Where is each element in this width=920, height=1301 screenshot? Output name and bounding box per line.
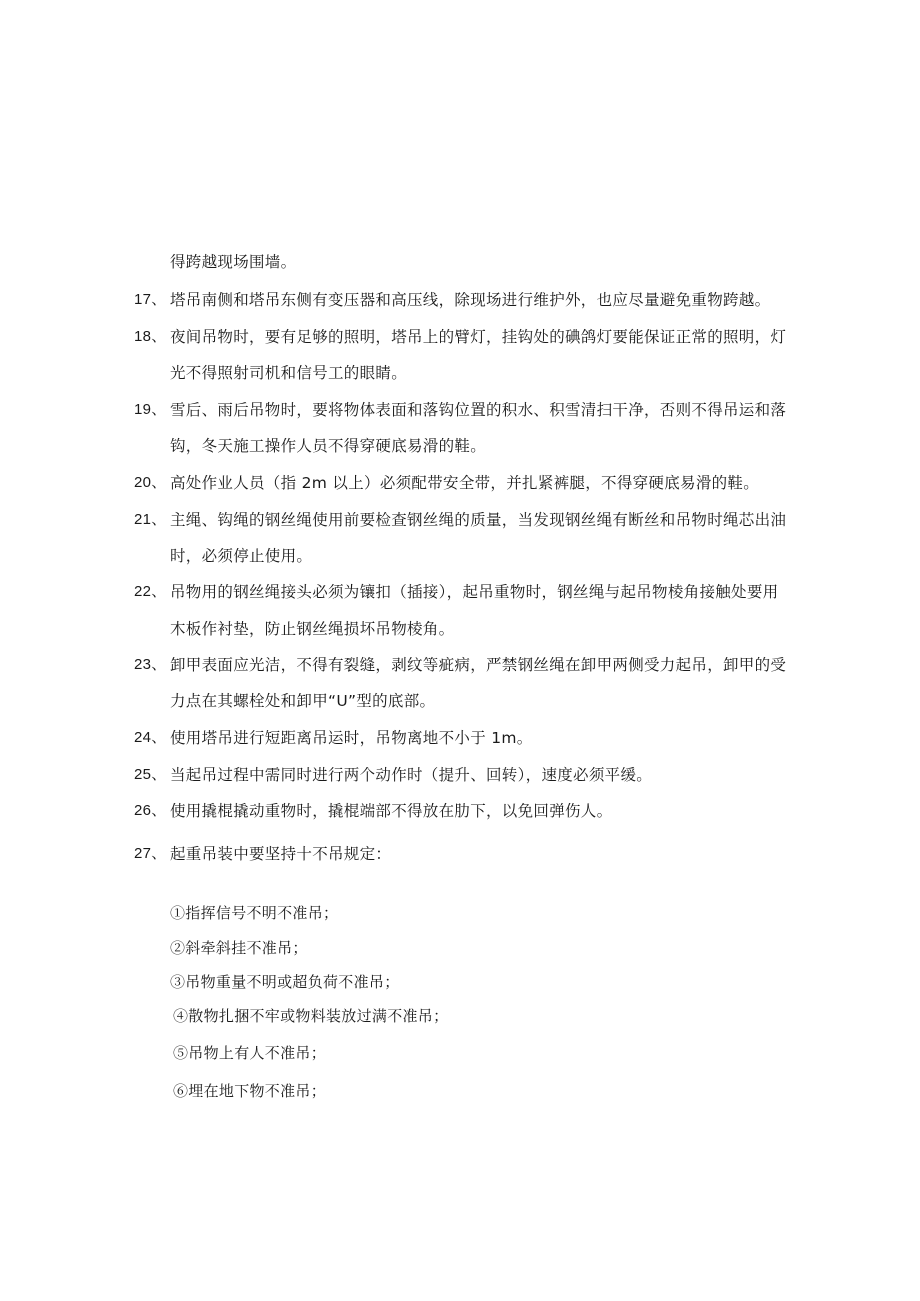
item-text: 塔吊南侧和塔吊东侧有变压器和高压线，除现场进行维护外，也应尽量避免重物跨越。 xyxy=(170,291,771,309)
item-text: 当起吊过程中需同时进行两个动作时（提升、回转），速度必须平缓。 xyxy=(170,766,653,784)
item-text: 起重吊装中要坚持十不吊规定： xyxy=(170,845,392,863)
rule-item: ⑤吊物上有人不准吊； xyxy=(173,1044,327,1062)
continued-line: 得跨越现场围墙。 xyxy=(170,253,297,271)
item-number: 25、 xyxy=(134,766,167,783)
rule-item: ②斜牵斜挂不准吊； xyxy=(170,939,308,957)
item-text: 夜间吊物时，要有足够的照明，塔吊上的臂灯，挂钩处的碘鸽灯要能保证正常的照明，灯 xyxy=(170,328,787,346)
item-text: 高处作业人员（指 2m 以上）必须配带安全带，并扎紧裤腿，不得穿硬底易滑的鞋。 xyxy=(170,474,760,492)
item-number: 24、 xyxy=(134,729,167,746)
item-text: 力点在其螺栓处和卸甲“U”型的底部。 xyxy=(170,692,436,710)
item-text: 光不得照射司机和信号工的眼睛。 xyxy=(170,364,408,382)
item-text: 主绳、钩绳的钢丝绳使用前要检查钢丝绳的质量，当发现钢丝绳有断丝和吊物时绳芯出油 xyxy=(170,511,787,529)
rule-item: ④散物扎捆不牢或物料装放过满不准吊； xyxy=(173,1007,449,1025)
item-number: 18、 xyxy=(134,328,167,345)
item-number: 22、 xyxy=(134,583,167,600)
item-number: 26、 xyxy=(134,802,167,819)
item-text: 吊物用的钢丝绳接头必须为镶扣（插接），起吊重物时，钢丝绳与起吊物棱角接触处要用 xyxy=(170,583,779,601)
item-text: 雪后、雨后吊物时，要将物体表面和落钩位置的积水、积雪清扫干净，否则不得吊运和落 xyxy=(170,401,787,419)
item-text: 钩，冬天施工操作人员不得穿硬底易滑的鞋。 xyxy=(170,437,487,455)
item-text: 使用塔吊进行短距离吊运时，吊物离地不小于 1m。 xyxy=(170,729,533,747)
item-text: 木板作衬垫，防止钢丝绳损坏吊物棱角。 xyxy=(170,620,455,638)
item-number: 20、 xyxy=(134,474,167,491)
item-text: 时，必须停止使用。 xyxy=(170,547,313,565)
item-number: 23、 xyxy=(134,656,167,673)
rule-item: ⑥埋在地下物不准吊； xyxy=(173,1082,327,1100)
item-number: 17、 xyxy=(134,291,167,308)
item-text: 卸甲表面应光洁，不得有裂缝，剥纹等疵病，严禁钢丝绳在卸甲两侧受力起吊，卸甲的受 xyxy=(170,656,787,674)
item-number: 21、 xyxy=(134,511,167,528)
rule-item: ①指挥信号不明不准吊； xyxy=(170,904,339,922)
item-number: 19、 xyxy=(134,401,167,418)
rule-item: ③吊物重量不明或超负荷不准吊； xyxy=(170,973,400,991)
item-number: 27、 xyxy=(134,845,167,862)
item-text: 使用撬棍撬动重物时，撬棍端部不得放在肋下，以免回弹伤人。 xyxy=(170,802,613,820)
